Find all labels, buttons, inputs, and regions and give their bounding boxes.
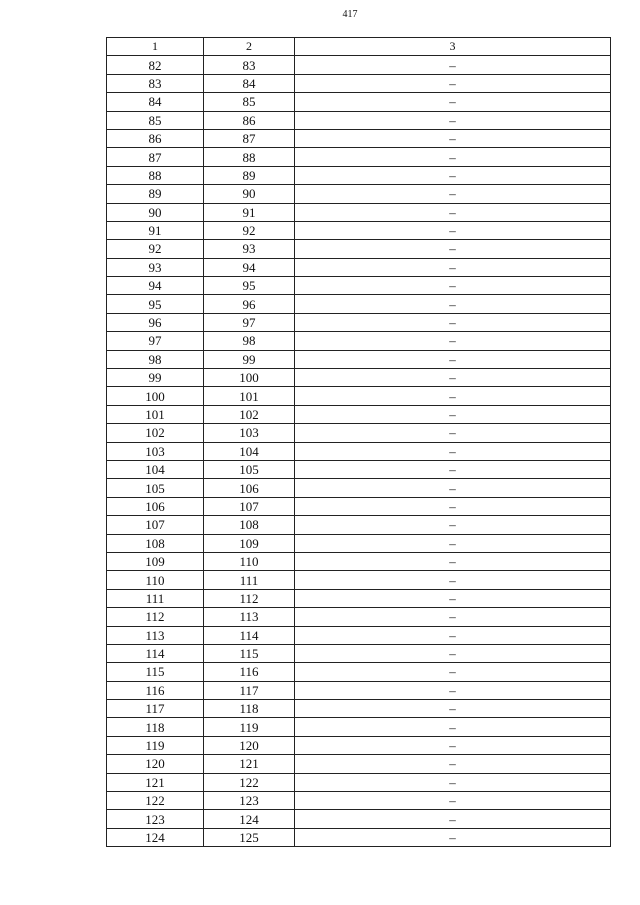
table-row: [107, 479, 611, 497]
table-row: [107, 185, 611, 203]
table-cell-col-1: 90: [107, 203, 204, 221]
table-header-row: [107, 38, 611, 56]
table-cell-col-1: 102: [107, 424, 204, 442]
table-row: [107, 129, 611, 147]
table-row: [107, 718, 611, 736]
table-cell-col-3: –: [295, 424, 611, 442]
table-cell-col-1: 97: [107, 332, 204, 350]
table-cell-col-3: –: [295, 387, 611, 405]
table-cell-col-1: 114: [107, 644, 204, 662]
table-row: [107, 773, 611, 791]
table-cell-col-1: 121: [107, 773, 204, 791]
table-row: [107, 626, 611, 644]
table-cell-col-1: 120: [107, 755, 204, 773]
table-cell-col-1: 89: [107, 185, 204, 203]
table-cell-col-3: –: [295, 166, 611, 184]
table-cell-col-3: –: [295, 589, 611, 607]
table-row: [107, 663, 611, 681]
table-cell-col-3: –: [295, 460, 611, 478]
table-cell-col-1: 95: [107, 295, 204, 313]
table-cell-col-3: –: [295, 608, 611, 626]
table-row: [107, 332, 611, 350]
table-cell-col-1: 122: [107, 792, 204, 810]
table-cell-col-1: 119: [107, 736, 204, 754]
table-cell-col-2: 109: [204, 534, 295, 552]
table-cell-col-3: –: [295, 111, 611, 129]
table-row: [107, 534, 611, 552]
table-cell-col-2: 87: [204, 129, 295, 147]
table-cell-col-1: 93: [107, 258, 204, 276]
table-cell-col-2: 97: [204, 313, 295, 331]
table-cell-col-2: 121: [204, 755, 295, 773]
table-cell-col-3: –: [295, 369, 611, 387]
table-cell-col-2: 115: [204, 644, 295, 662]
table-row: [107, 828, 611, 846]
table-body: [107, 56, 611, 847]
table-cell-col-1: 106: [107, 497, 204, 515]
table-cell-col-2: 93: [204, 240, 295, 258]
page-number: 417: [342, 9, 358, 20]
table-cell-col-2: 98: [204, 332, 295, 350]
table-cell-col-1: 103: [107, 442, 204, 460]
table-row: [107, 313, 611, 331]
table-row: [107, 810, 611, 828]
table-cell-col-3: –: [295, 644, 611, 662]
table-cell-col-3: –: [295, 129, 611, 147]
table-cell-col-2: 104: [204, 442, 295, 460]
table-row: [107, 93, 611, 111]
table-cell-col-2: 95: [204, 277, 295, 295]
data-table: [106, 37, 611, 847]
table-cell-col-3: –: [295, 240, 611, 258]
table-cell-col-3: –: [295, 203, 611, 221]
table-cell-col-3: –: [295, 773, 611, 791]
table-cell-col-3: –: [295, 718, 611, 736]
table-cell-col-1: 94: [107, 277, 204, 295]
column-header-1: 1: [107, 38, 204, 56]
table-cell-col-3: –: [295, 700, 611, 718]
table-cell-col-3: –: [295, 56, 611, 74]
table-row: [107, 589, 611, 607]
table-cell-col-2: 85: [204, 93, 295, 111]
table-cell-col-3: –: [295, 332, 611, 350]
table-cell-col-1: 112: [107, 608, 204, 626]
table-cell-col-2: 114: [204, 626, 295, 644]
table-cell-col-1: 96: [107, 313, 204, 331]
table-cell-col-1: 83: [107, 74, 204, 92]
table-cell-col-1: 108: [107, 534, 204, 552]
table-cell-col-2: 94: [204, 258, 295, 276]
table-cell-col-2: 113: [204, 608, 295, 626]
table-cell-col-2: 91: [204, 203, 295, 221]
table-cell-col-3: –: [295, 442, 611, 460]
table-row: [107, 755, 611, 773]
table-cell-col-3: –: [295, 663, 611, 681]
table-cell-col-1: 113: [107, 626, 204, 644]
table-cell-col-2: 84: [204, 74, 295, 92]
table-cell-col-3: –: [295, 74, 611, 92]
table-cell-col-1: 123: [107, 810, 204, 828]
table-cell-col-1: 99: [107, 369, 204, 387]
table-row: [107, 221, 611, 239]
table-row: [107, 681, 611, 699]
table-row: [107, 405, 611, 423]
table-row: [107, 736, 611, 754]
table-cell-col-2: 107: [204, 497, 295, 515]
table-row: [107, 56, 611, 74]
table-cell-col-1: 115: [107, 663, 204, 681]
table-cell-col-3: –: [295, 221, 611, 239]
table-row: [107, 497, 611, 515]
table-row: [107, 369, 611, 387]
table-cell-col-1: 110: [107, 571, 204, 589]
table-cell-col-2: 92: [204, 221, 295, 239]
table-cell-col-1: 124: [107, 828, 204, 846]
table-cell-col-2: 124: [204, 810, 295, 828]
table-row: [107, 166, 611, 184]
table-cell-col-2: 125: [204, 828, 295, 846]
table-cell-col-3: –: [295, 350, 611, 368]
table-cell-col-3: –: [295, 277, 611, 295]
table-cell-col-2: 89: [204, 166, 295, 184]
table-cell-col-2: 123: [204, 792, 295, 810]
table-cell-col-2: 83: [204, 56, 295, 74]
table-cell-col-2: 116: [204, 663, 295, 681]
table-cell-col-1: 101: [107, 405, 204, 423]
table-cell-col-1: 111: [107, 589, 204, 607]
table-cell-col-2: 120: [204, 736, 295, 754]
table-row: [107, 571, 611, 589]
table-cell-col-3: –: [295, 405, 611, 423]
table-cell-col-3: –: [295, 828, 611, 846]
table-cell-col-2: 108: [204, 516, 295, 534]
table-cell-col-2: 110: [204, 552, 295, 570]
table-row: [107, 258, 611, 276]
table-cell-col-3: –: [295, 755, 611, 773]
table-cell-col-1: 87: [107, 148, 204, 166]
table-cell-col-3: –: [295, 93, 611, 111]
table-cell-col-2: 103: [204, 424, 295, 442]
table-cell-col-1: 107: [107, 516, 204, 534]
table-cell-col-3: –: [295, 792, 611, 810]
table-row: [107, 240, 611, 258]
table-row: [107, 442, 611, 460]
table-cell-col-3: –: [295, 185, 611, 203]
table-cell-col-2: 99: [204, 350, 295, 368]
table-cell-col-3: –: [295, 626, 611, 644]
table-cell-col-1: 116: [107, 681, 204, 699]
table-cell-col-2: 102: [204, 405, 295, 423]
table-row: [107, 277, 611, 295]
table-cell-col-2: 122: [204, 773, 295, 791]
table-cell-col-1: 118: [107, 718, 204, 736]
table-cell-col-3: –: [295, 258, 611, 276]
table-row: [107, 424, 611, 442]
table-row: [107, 295, 611, 313]
table-cell-col-1: 98: [107, 350, 204, 368]
table-row: [107, 111, 611, 129]
column-header-2: 2: [204, 38, 295, 56]
table-cell-col-2: 112: [204, 589, 295, 607]
table-row: [107, 460, 611, 478]
table-cell-col-3: –: [295, 479, 611, 497]
table-row: [107, 700, 611, 718]
table-cell-col-3: –: [295, 810, 611, 828]
column-header-3: 3: [295, 38, 611, 56]
table-row: [107, 552, 611, 570]
table-cell-col-2: 101: [204, 387, 295, 405]
table-row: [107, 74, 611, 92]
table-cell-col-1: 85: [107, 111, 204, 129]
table-cell-col-1: 82: [107, 56, 204, 74]
table-cell-col-3: –: [295, 148, 611, 166]
table-cell-col-3: –: [295, 552, 611, 570]
table-cell-col-1: 91: [107, 221, 204, 239]
table-cell-col-2: 119: [204, 718, 295, 736]
table-row: [107, 148, 611, 166]
table-cell-col-2: 105: [204, 460, 295, 478]
table-cell-col-1: 109: [107, 552, 204, 570]
table-row: [107, 203, 611, 221]
table-cell-col-2: 90: [204, 185, 295, 203]
table-cell-col-2: 86: [204, 111, 295, 129]
table-cell-col-1: 86: [107, 129, 204, 147]
table-cell-col-1: 84: [107, 93, 204, 111]
table-row: [107, 608, 611, 626]
table-row: [107, 644, 611, 662]
table-cell-col-2: 96: [204, 295, 295, 313]
table-cell-col-2: 117: [204, 681, 295, 699]
table-cell-col-1: 88: [107, 166, 204, 184]
table-cell-col-3: –: [295, 736, 611, 754]
table-row: [107, 387, 611, 405]
table-cell-col-1: 92: [107, 240, 204, 258]
table-cell-col-1: 104: [107, 460, 204, 478]
table-cell-col-1: 100: [107, 387, 204, 405]
table-cell-col-2: 88: [204, 148, 295, 166]
table-row: [107, 792, 611, 810]
table-cell-col-2: 106: [204, 479, 295, 497]
table-cell-col-3: –: [295, 681, 611, 699]
table-cell-col-3: –: [295, 571, 611, 589]
table-row: [107, 350, 611, 368]
table-cell-col-3: –: [295, 534, 611, 552]
table-cell-col-2: 100: [204, 369, 295, 387]
table-cell-col-2: 111: [204, 571, 295, 589]
table-cell-col-3: –: [295, 497, 611, 515]
table-cell-col-3: –: [295, 516, 611, 534]
table-cell-col-1: 105: [107, 479, 204, 497]
table-cell-col-3: –: [295, 295, 611, 313]
table-row: [107, 516, 611, 534]
table-cell-col-3: –: [295, 313, 611, 331]
table-cell-col-1: 117: [107, 700, 204, 718]
table-cell-col-2: 118: [204, 700, 295, 718]
